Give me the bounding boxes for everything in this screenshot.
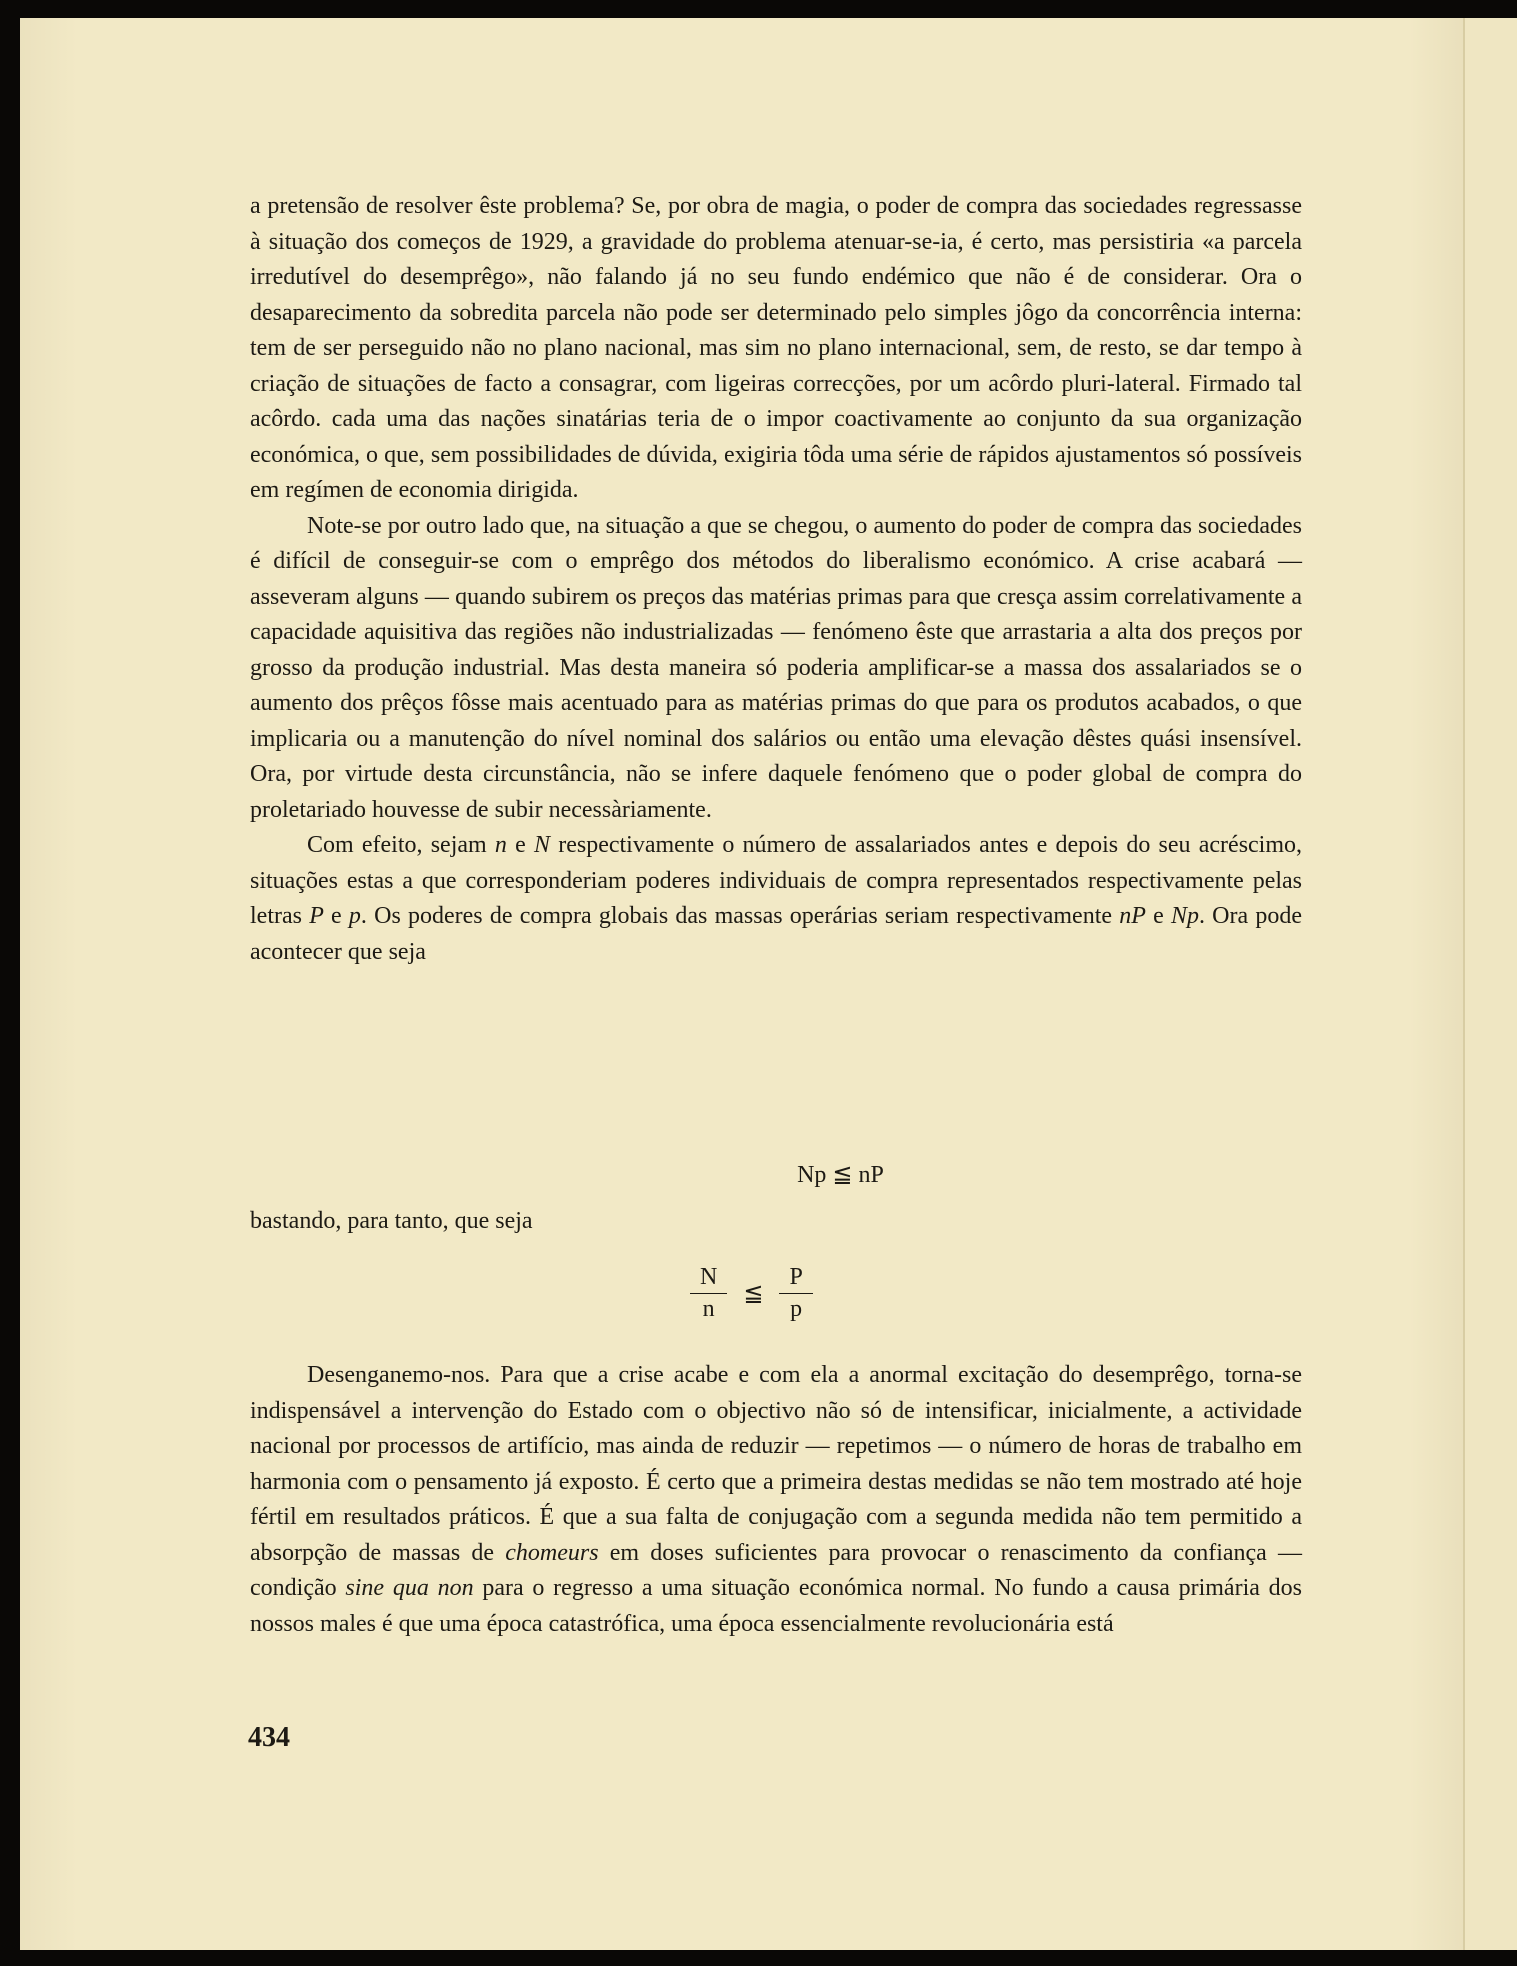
fraction-right-numerator: P — [779, 1262, 812, 1294]
paragraph-4 — [250, 1358, 1302, 1642]
paragraph-3-text-f: e — [1145, 903, 1171, 929]
var-n: n — [494, 832, 507, 858]
var-Np: Np — [1170, 903, 1199, 929]
fraction-left-numerator: N — [690, 1262, 727, 1294]
text-block-top — [250, 189, 1302, 970]
text-block-bottom — [250, 1358, 1302, 1642]
page-number: 434 — [248, 1722, 290, 1753]
inequality-operator: ≦ — [743, 1281, 764, 1308]
paragraph-3-text-b: e — [506, 832, 534, 858]
paragraph-2: Note-se por outro lado que, na situação a que se chegou, o aumento do poder de compra das sociedades é difícil de conseguir-se com o emprêgo dos métodos do liberalismo económico. A crise acabará — asseveram alguns — quando subirem os preços das matérias primas para que cresça assim correlativamente a capacidade aquisitiva das regiões não industrializadas — fenómeno êste que arrastaria a alta dos preços por grosso da produção industrial. Mas desta maneira só poderia amplificar-se a massa dos assalariados se o aumento dos prêços fôsse mais acentuado para as matérias primas do que para os produtos acabados, o que implicaria ou a manutenção do nível nominal dos salários ou então uma elevação dêstes quási insensível. Ora, por virtude desta circunstância, não se infere daquele fenómeno que o poder global de compra do proletariado houvesse de subir necessàriamente. — [250, 512, 1302, 823]
equation-inequality-2 — [690, 1262, 813, 1325]
fraction-left — [690, 1262, 727, 1325]
fraction-right-denominator: p — [790, 1296, 803, 1323]
equation-inequality-1: Np ≦ nP — [797, 1162, 884, 1188]
paragraph-3-text-c: respectivamente o número de assalariados antes e depois do seu acréscimo, situações estas a que corresponderiam poderes individuais de compra representados respectivamente pelas letras — [250, 832, 1303, 929]
paragraph-3 — [250, 828, 1302, 970]
var-P: P — [309, 903, 324, 929]
fraction-right — [779, 1262, 812, 1325]
paragraph-4-text-b: em doses suficientes para provocar o renascimento da confiança — condição — [250, 1539, 1302, 1601]
term-sine-qua-non: sine qua non — [345, 1575, 474, 1601]
paragraph-4-text-a: Desenganemo-nos. Para que a crise acabe e com ela a anormal excitação do desemprêgo, torna-se indispensável a intervenção do Estado com o objectivo não só de intensificar, inicialmente, a actividade nacional por processos de artifício, mas ainda de reduzir — repetimos — o número de horas de trabalho em harmonia com o pensamento já exposto. É certo que a primeira destas medidas se não tem mostrado até hoje fértil em resultados práticos. É que a sua falta de conjugação com a segunda medida não tem permitido a absorpção de massas de — [250, 1362, 1302, 1566]
fraction-left-denominator: n — [702, 1296, 715, 1323]
paragraph-4-text-c: para o regresso a uma situação económica normal. No fundo a causa primária dos nossos males é que uma época catastrófica, uma época essencialmente revolucionária está — [250, 1575, 1303, 1637]
next-page-edge — [1463, 18, 1517, 1950]
paragraph-3-text-d: e — [323, 903, 349, 929]
var-N: N — [534, 832, 551, 858]
var-nP: nP — [1119, 903, 1146, 929]
paragraph-3-text-a: Com efeito, sejam — [307, 832, 495, 858]
var-p: p — [348, 903, 361, 929]
paragraph-3-text-g: . Ora pode acontecer que seja — [250, 903, 1303, 965]
term-chomeurs: chomeurs — [505, 1539, 599, 1566]
paragraph-1: a pretensão de resolver êste problema? Se, por obra de magia, o poder de compra das sociedades regressasse à situação dos começos de 1929, a gravidade do problema atenuar-se-ia, é certo, mas persistiria «a parcela irredutível do desemprêgo», não falando já no seu fundo endémico que não é de considerar. Ora o desaparecimento da sobredita parcela não pode ser determinado pelo simples jôgo da concorrência interna: tem de ser perseguido não no plano nacional, mas sim no plano internacional, sem, de resto, se dar tempo à criação de situações de facto a consagrar, com ligeiras correcções, por um acôrdo pluri-lateral. Firmado tal acôrdo. cada uma das nações sinatárias teria de o impor coactivamente ao conjunto da sua organização económica, o que, sem possibilidades de dúvida, exigiria tôda uma série de rápidos ajustamentos só possíveis em regímen de economia dirigida. — [250, 193, 1302, 503]
paragraph-3-text-e: . Os poderes de compra globais das massas operárias seriam respectivamente — [360, 903, 1120, 929]
equation-lead-in: bastando, para tanto, que seja — [250, 1208, 533, 1234]
